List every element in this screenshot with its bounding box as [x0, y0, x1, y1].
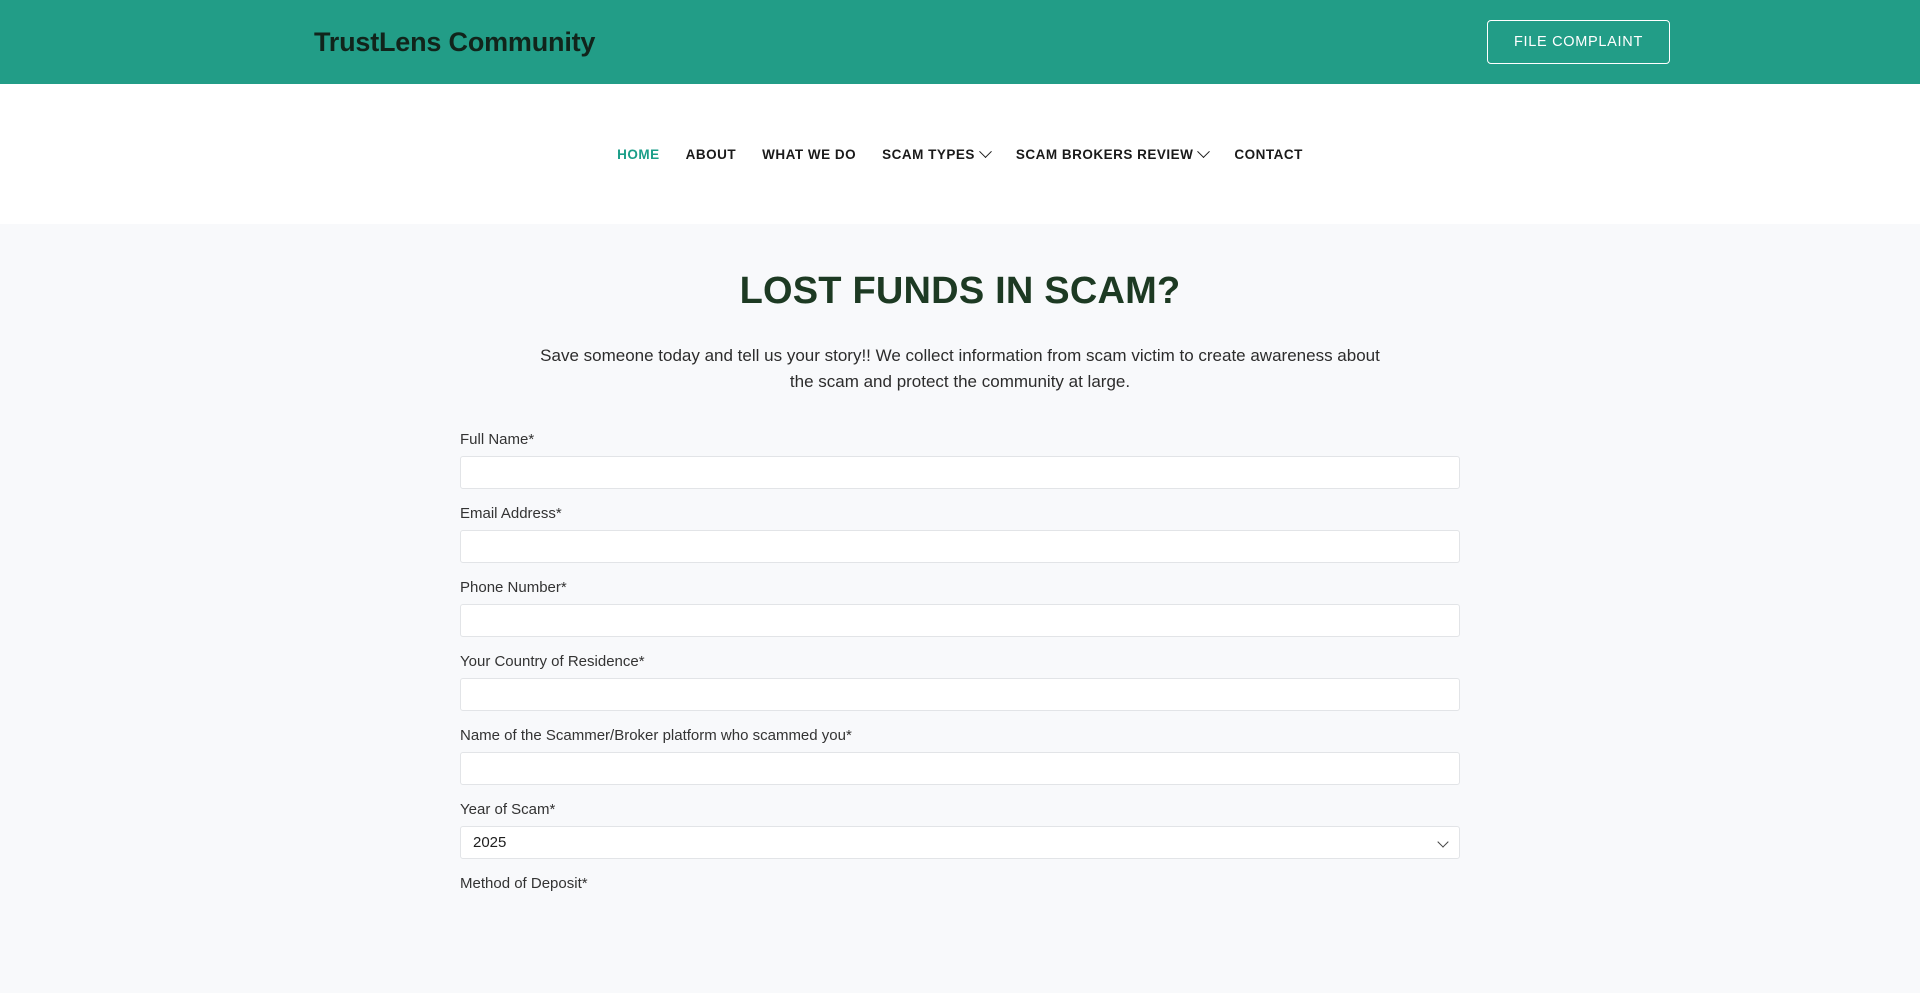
nav-item-scam-brokers-review[interactable] — [1016, 147, 1209, 162]
email-input[interactable] — [460, 530, 1460, 563]
field-label: Full Name* — [460, 431, 535, 448]
nav-item-contact[interactable] — [1234, 147, 1303, 162]
nav-item-label: SCAM TYPES — [882, 146, 975, 162]
nav-item-label: HOME — [617, 146, 660, 162]
nav-item-label: WHAT WE DO — [762, 146, 857, 162]
nav-list — [617, 147, 1303, 162]
scammer-platform-input[interactable] — [460, 752, 1460, 785]
field-year-of-scam — [460, 801, 1460, 859]
field-label: Email Address* — [460, 505, 562, 522]
nav-item-label: ABOUT — [685, 146, 737, 162]
year-select-wrapper — [460, 826, 1460, 859]
country-input[interactable] — [460, 678, 1460, 711]
site-brand[interactable]: TrustLens Community — [314, 26, 596, 57]
page-title: LOST FUNDS IN SCAM? — [739, 270, 1181, 312]
chevron-down-icon — [1198, 145, 1211, 158]
page-content — [0, 224, 1920, 993]
full-name-input[interactable] — [460, 456, 1460, 489]
field-label: Method of Deposit* — [460, 875, 588, 892]
nav-item-about[interactable] — [686, 147, 737, 162]
page-subtitle: Save someone today and tell us your story!! We collect information from scam victim to create awareness about the scam and protect the community at large. — [540, 346, 1380, 391]
nav-item-home[interactable] — [617, 147, 660, 162]
field-country-of-residence — [460, 653, 1460, 711]
field-method-of-deposit — [460, 875, 1460, 893]
field-label: Year of Scam* — [460, 801, 556, 818]
complaint-form — [460, 431, 1460, 893]
chevron-down-icon — [979, 145, 992, 158]
nav-item-what-we-do[interactable] — [762, 147, 856, 162]
nav-item-scam-types[interactable] — [882, 147, 990, 162]
main-navigation — [0, 84, 1920, 224]
field-label: Your Country of Residence* — [460, 653, 645, 670]
top-bar — [0, 0, 1920, 84]
file-complaint-button[interactable]: FILE COMPLAINT — [1487, 20, 1670, 64]
field-label: Phone Number* — [460, 579, 567, 596]
field-phone-number — [460, 579, 1460, 637]
nav-item-label: SCAM BROKERS REVIEW — [1015, 146, 1194, 162]
field-scammer-platform — [460, 727, 1460, 785]
phone-input[interactable] — [460, 604, 1460, 637]
field-full-name — [460, 431, 1460, 489]
field-label: Name of the Scammer/Broker platform who scammed you* — [460, 727, 852, 744]
nav-item-label: CONTACT — [1234, 146, 1303, 162]
year-of-scam-select[interactable] — [460, 826, 1460, 859]
field-email-address — [460, 505, 1460, 563]
